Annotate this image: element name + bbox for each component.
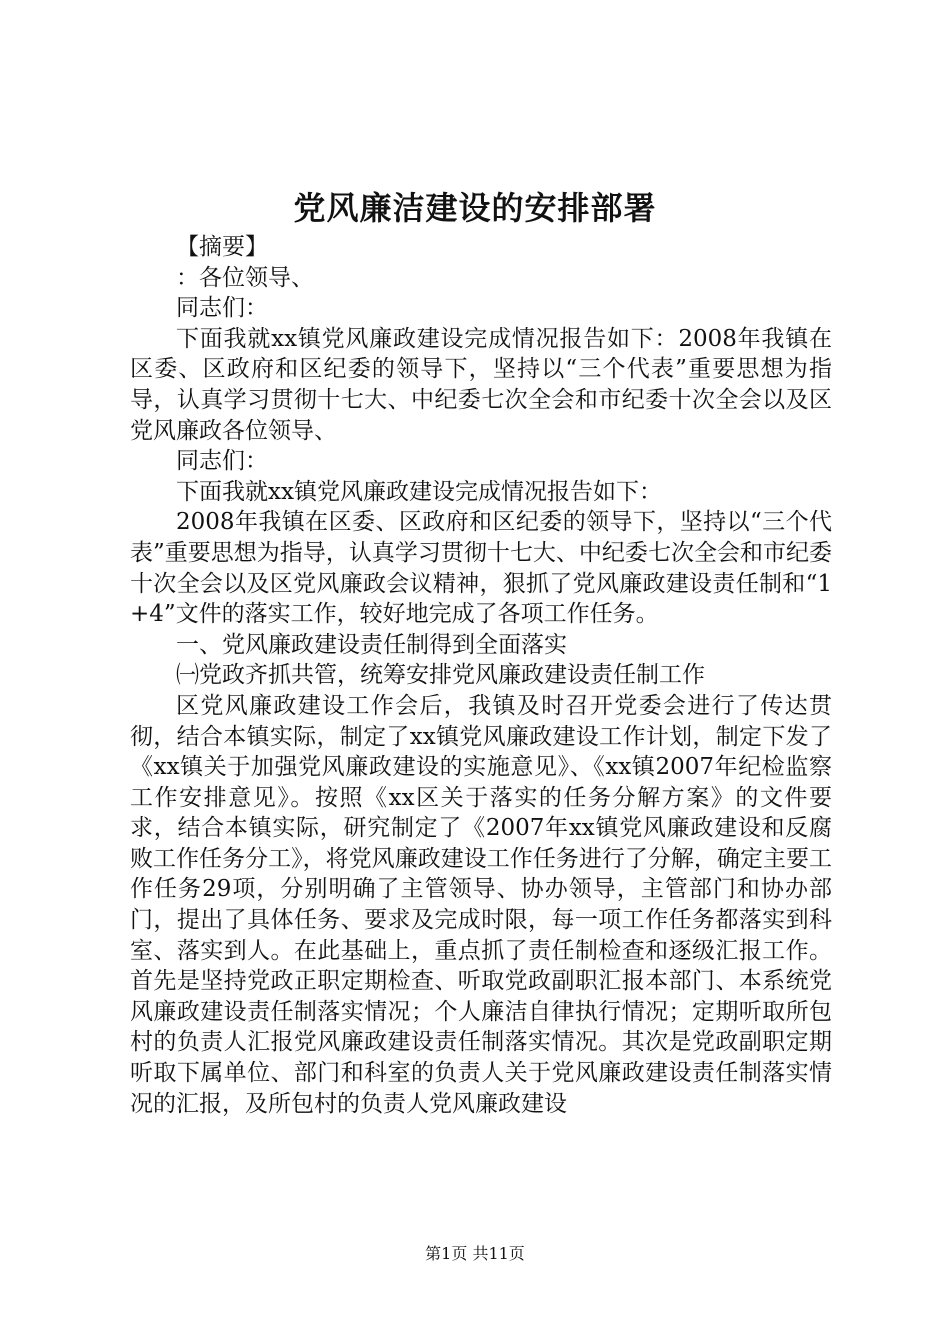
paragraph-summary: 下面我就xx镇党风廉政建设完成情况报告如下：2008年我镇在区委、区政府和区纪委的领导下，坚持以“三个代表”重要思想为指导，认真学习贯彻十七大、中纪委七次全会和市纪委十次全会以及区党风廉政各位领导、 [130,325,832,444]
paragraph-salutation-leaders: ：各位领导、 [176,264,314,291]
paragraph-abstract-label: 【摘要】 [176,234,268,260]
paragraph-report-overview: 2008年我镇在区委、区政府和区纪委的领导下，坚持以“三个代表”重要思想为指导，认真学习贯彻十七大、中纪委七次全会和市纪委十次全会以及区党风廉政会议精神，狠抓了党风廉政建设责任制和“1+4”文件的落实工作，较好地完成了各项工作任务。 [130,509,832,628]
paragraph-salutation-comrades-2: 同志们： [176,448,268,475]
section-heading-1: 一、党风廉政建设责任制得到全面落实 [176,631,567,658]
subsection-heading-1: ㈠党政齐抓共管，统筹安排党风廉政建设责任制工作 [176,662,705,689]
document-title: 党风廉洁建设的安排部署 [293,189,657,227]
page-footer: 第1页 共11页 [425,1244,525,1263]
paragraph-section-body: 区党风廉政建设工作会后，我镇及时召开党委会进行了传达贯彻，结合本镇实际，制定了xx镇党风廉政建设工作计划，制定下发了《xx镇关于加强党风廉政建设的实施意见》、《xx镇2007年纪检监察工作安排意见》。按照《xx区关于落实的任务分解方案》的文件要求，结合本镇实际，研究制定了《2007年xx镇党风廉政建设和反腐败工作任务分工》，将党风廉政建设工作任务进行了分解，确定主要工作任务29项，分别明确了主管领导、协办领导，主管部门和协办部门，提出了具体任务、要求及完成时限，每一项工作任务都落实到科室、落实到人。在此基础上，重点抓了责任制检查和逐级汇报工作。首先是坚持党政正职定期检查、听取党政副职汇报本部门、本系统党风廉政建设责任制落实情况；个人廉洁自律执行情况；定期听取所包村的负责人汇报党风廉政建设责任制落实情况。其次是党政副职定期听取下属单位、部门和科室的负责人关于党风廉政建设责任制落实情况的汇报，及所包村的负责人党风廉政建设 [130,692,832,1117]
paragraph-salutation-comrades: 同志们： [176,295,268,322]
document-body [130,232,832,1119]
paragraph-report-intro: 下面我就xx镇党风廉政建设完成情况报告如下： [176,478,662,505]
